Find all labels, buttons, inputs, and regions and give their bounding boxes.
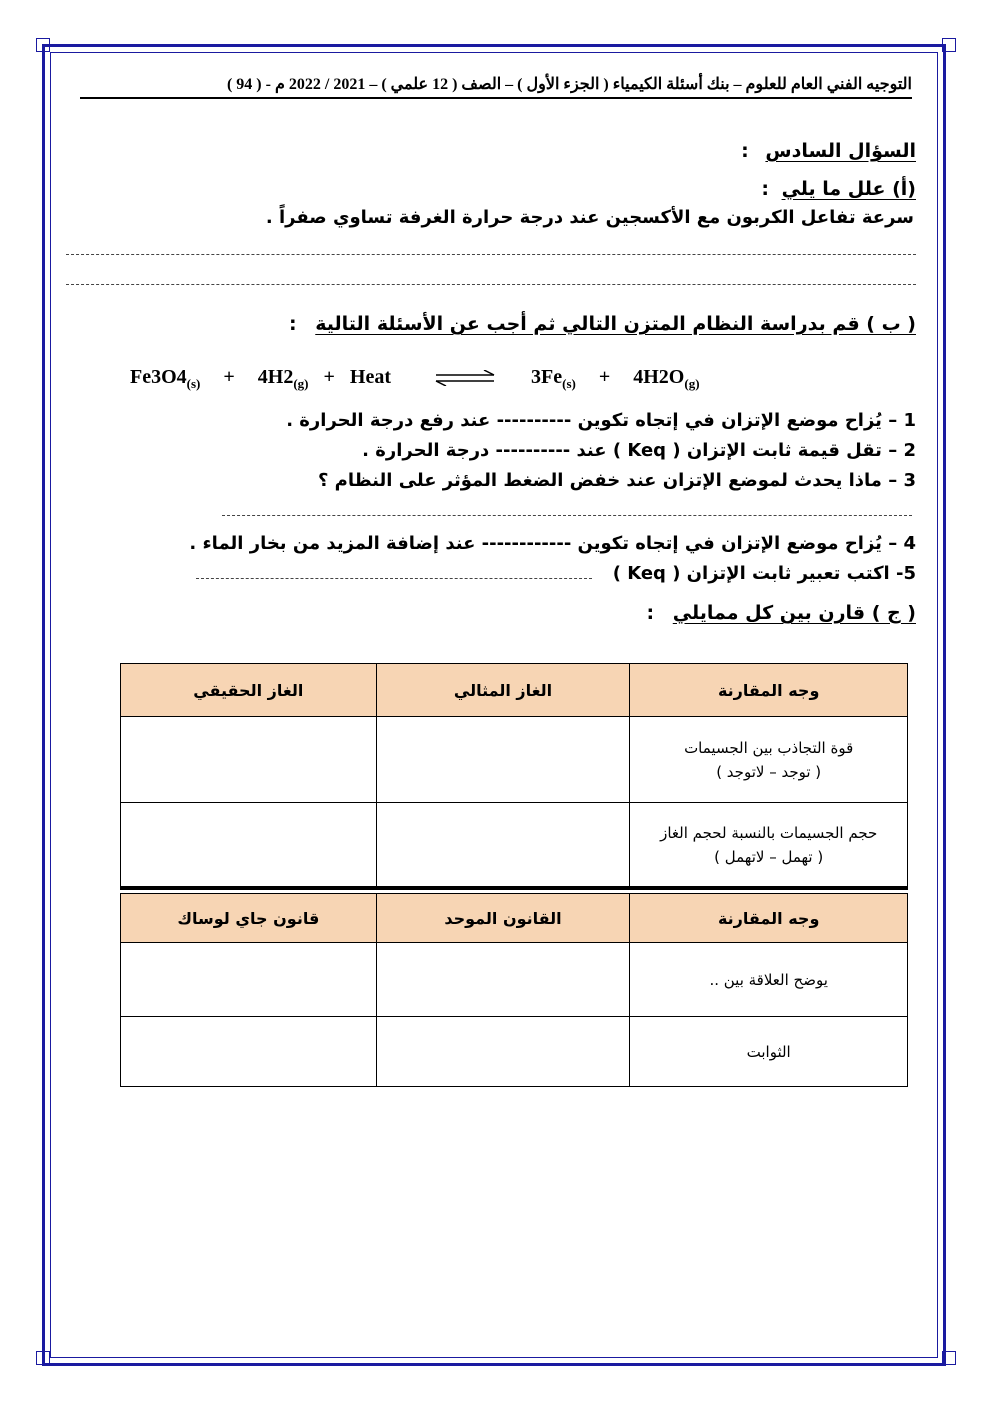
border-corner [942, 1351, 956, 1365]
answer-cell[interactable] [376, 803, 630, 887]
answer-cell[interactable] [121, 803, 377, 887]
table-header-cell: قانون جاي لوساك [121, 894, 377, 943]
table-separator [120, 886, 908, 890]
comparison-table-gases [120, 663, 908, 887]
eq-reactant-fe3o4: Fe3O4 [130, 366, 187, 388]
question-1: 1 – يُزاح موضع الإتزان في إتجاه تكوين ---------- عند رفع درجة الحرارة . [286, 410, 916, 431]
cell-text: قوة التجاذب بين الجسيمات [684, 738, 854, 757]
comparison-table-laws [120, 893, 908, 1087]
eq-plus: + [223, 366, 235, 388]
cell-text: ( تهمل – لاتهمل ) [714, 847, 824, 866]
question-2: 2 – تقل قيمة ثابت الإتزان ( Keq ) عند ---------- درجة الحرارة . [362, 440, 916, 461]
answer-cell[interactable] [376, 943, 630, 1017]
part-c-row [647, 602, 916, 624]
eq-product-h2o: 4H2O [633, 366, 685, 388]
comparison-aspect-cell [630, 803, 908, 887]
part-a-row [761, 178, 916, 200]
border-corner [942, 38, 956, 52]
table-header-row [121, 664, 908, 717]
cell-text: ( توجد – لاتوجد ) [716, 762, 822, 781]
table-row [121, 1017, 908, 1087]
eq-state: (s) [186, 376, 201, 391]
comparison-aspect-cell [630, 717, 908, 803]
answer-line [222, 515, 912, 516]
eq-state: (g) [684, 376, 700, 391]
eq-plus: + [598, 366, 611, 388]
equilibrium-arrows-icon [434, 370, 496, 386]
table-header-cell: القانون الموحد [376, 894, 630, 943]
table-header-cell: الغاز المثالي [376, 664, 630, 717]
page-header: التوجيه الفني العام للعلوم – بنك أسئلة الكيمياء ( الجزء الأول ) – الصف ( 12 علمي ) – 2021 / 2022 م - ( 94 ) [226, 76, 912, 93]
eq-plus: + [323, 366, 335, 388]
table-header-cell: الغاز الحقيقي [121, 664, 377, 717]
question-5: 5- اكتب تعبير ثابت الإتزان ( Keq ) [612, 563, 916, 584]
question-3: 3 – ماذا يحدث لموضع الإتزان عند خفض الضغط المؤثر على النظام ؟ [317, 470, 916, 491]
answer-cell[interactable] [121, 1017, 377, 1087]
question-title-row [741, 140, 916, 162]
table-header-cell: وجه المقارنة [630, 894, 908, 943]
eq-product-fe: 3Fe [531, 366, 563, 388]
part-a-label: (أ) علل ما يلي [781, 178, 916, 200]
eq-heat: Heat [349, 366, 392, 388]
part-b-row [289, 313, 916, 335]
part-b-label: ( ب ) قم بدراسة النظام المتزن التالي ثم أجب عن الأسئلة التالية [315, 313, 916, 335]
question-title-colon: : [741, 140, 749, 162]
part-a-text: سرعة تفاعل الكربون مع الأكسجين عند درجة حرارة الغرفة تساوي صفراً . [265, 207, 914, 228]
cell-text: حجم الجسيمات بالنسبة لحجم الغاز [660, 823, 878, 842]
answer-cell[interactable] [376, 717, 630, 803]
table-header-cell: وجه المقارنة [630, 664, 908, 717]
answer-line [66, 254, 916, 255]
part-c-colon: : [646, 602, 655, 624]
comparison-aspect-cell: الثوابت [630, 1017, 908, 1087]
comparison-aspect-cell: يوضح العلاقة بين .. [630, 943, 908, 1017]
table-header-row [121, 894, 908, 943]
eq-state: (g) [293, 376, 309, 391]
border-corner [36, 38, 50, 52]
question-title: السؤال السادس [765, 140, 916, 162]
eq-reactant-h2: 4H2 [257, 366, 294, 388]
question-4: 4 – يُزاح موضع الإتزان في إتجاه تكوين ------------ عند إضافة المزيد من بخار الماء . [189, 533, 916, 554]
border-corner [36, 1351, 50, 1365]
equilibrium-equation [130, 366, 700, 392]
answer-cell[interactable] [121, 943, 377, 1017]
part-a-colon: : [761, 178, 769, 200]
table-row [121, 943, 908, 1017]
table-row [121, 717, 908, 803]
eq-state: (s) [562, 376, 576, 391]
header-rule [80, 97, 912, 99]
part-b-colon: : [289, 313, 297, 335]
answer-line [66, 284, 916, 285]
answer-cell[interactable] [376, 1017, 630, 1087]
table-row [121, 803, 908, 887]
part-c-label: ( ج ) قارن بين كل ممايلي [672, 602, 916, 624]
answer-line [196, 578, 592, 579]
answer-cell[interactable] [121, 717, 377, 803]
